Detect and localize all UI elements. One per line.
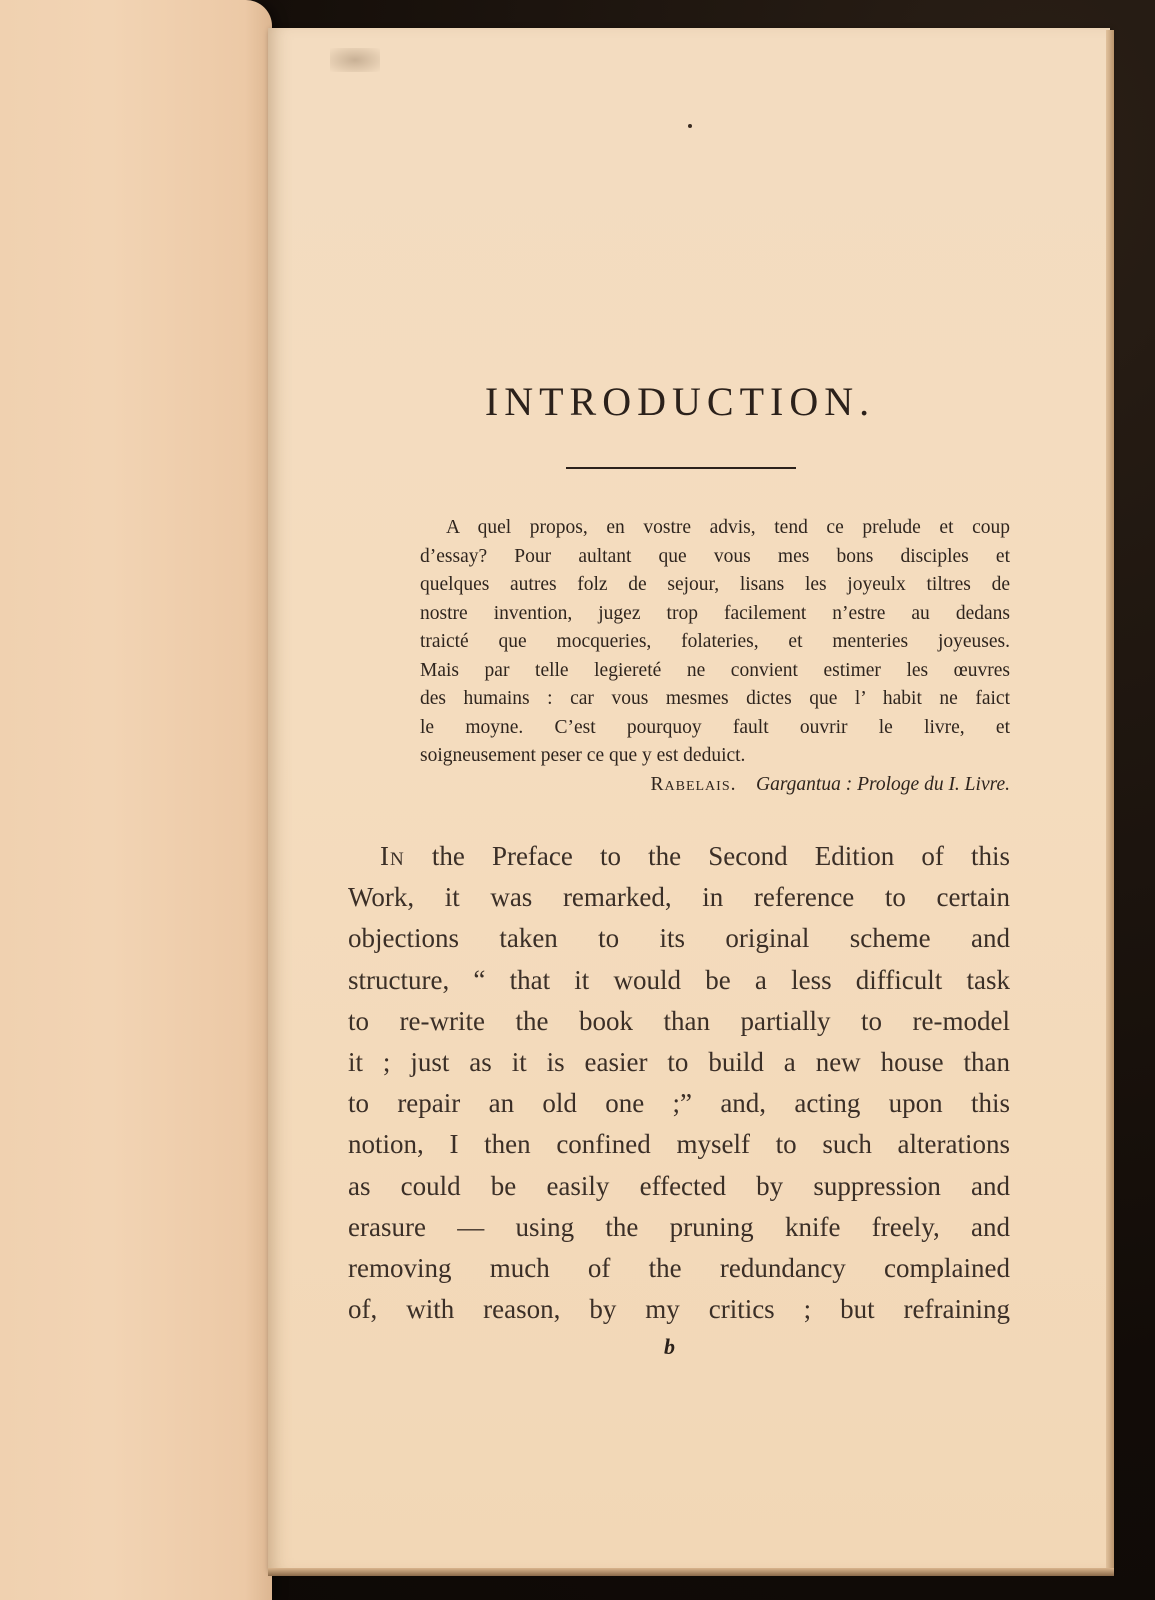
body-line: it ; just as it is easier to build a new house than [348,1047,1010,1078]
initial-word: In [380,841,405,871]
body-paragraph [348,836,1010,1330]
body-line: erasure — using the pruning knife freely, and [348,1211,1010,1242]
epigraph [420,514,1010,771]
right-page [268,28,1110,1570]
body-line: to repair an old one ;” and, acting upon this [348,1088,1010,1119]
body-line: notion, I then confined myself to such alterations [348,1129,1010,1160]
page-edge [1106,30,1114,1570]
body-line: Work, it was remarked, in reference to certain [348,882,1010,913]
body-line: as could be easily effected by suppression and [348,1170,1010,1201]
attribution-author: Rabelais. [650,774,737,795]
body-line-first [348,836,1010,877]
epigraph-line: traicté que mocqueries, folateries, et menteries joyeuses. [420,631,1010,652]
epigraph-line: A quel propos, en vostre advis, tend ce prelude et coup [446,517,1010,538]
epigraph-line: des humains : car vous mesmes dictes que l’ habit ne faict [420,688,1010,709]
heading-rule [566,467,796,469]
body-line: of, with reason, by my critics ; but refraining [348,1294,1010,1325]
epigraph-line: le moyne. C’est pourquoy fault ouvrir le livre, et [420,716,1010,738]
chapter-heading: INTRODUCTION. [484,379,876,424]
body-line: removing much of the redundancy complained [348,1253,1010,1284]
body-line: to re-write the book than partially to re-model [348,1005,1010,1036]
left-page [0,0,272,1600]
epigraph-line: d’essay? Pour aultant que vous mes bons disciples et [420,545,1010,567]
epigraph-line: soigneusement peser ce que y est deduict. [420,745,746,766]
epigraph-line: quelques autres folz de sejour, lisans les joyeulx tiltres de [420,574,1010,595]
body-line: the Preface to the Second Edition of this [431,841,1011,871]
epigraph-line: nostre invention, jugez trop facilement n’estre au dedans [420,602,1010,624]
attribution-work: Gargantua : Prologe du I. Livre. [755,774,1010,795]
signature-mark: b [664,1334,675,1359]
epigraph-line: Mais par telle legiereté ne convient estimer les œuvres [420,659,1010,681]
body-line: objections taken to its original scheme and [348,923,1010,954]
ink-dot [688,124,692,128]
page-bottom-edge [268,1568,1114,1576]
epigraph-attribution [420,774,1010,796]
page-smudge [330,48,380,72]
body-line: structure, “ that it would be a less difficult task [348,964,1010,995]
